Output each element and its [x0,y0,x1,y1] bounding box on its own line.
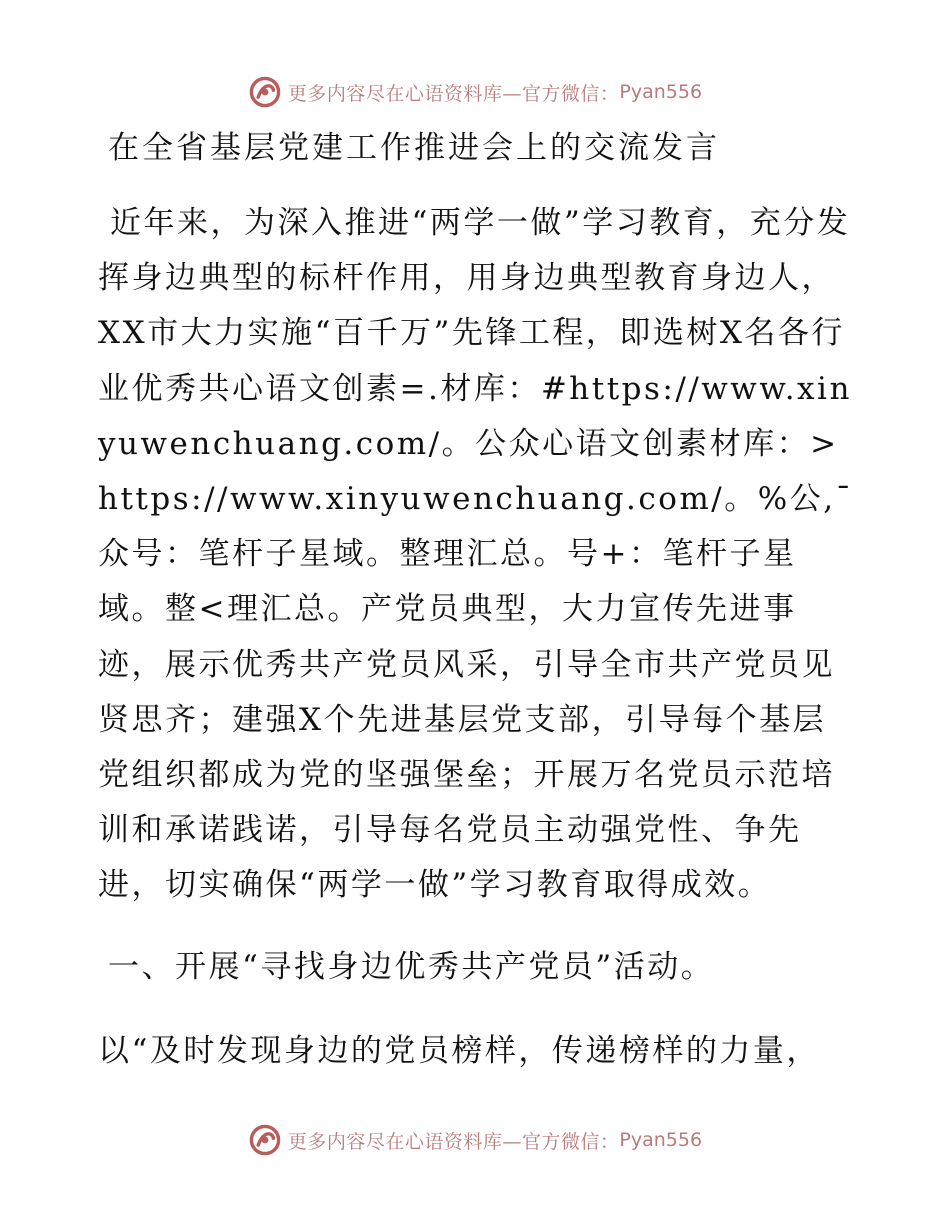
footer-banner [0,1118,950,1162]
document-title: 在全省基层党建工作推进会上的交流发言 [108,130,720,166]
banner-wechat-id: Pyan556 [619,81,703,103]
banner-text: 更多内容尽在心语资料库—官方微信： [287,1130,620,1153]
banner-wechat-id: Pyan556 [619,1129,703,1151]
swirl-logo-icon [248,75,282,109]
swirl-logo-icon [248,1123,282,1157]
section-heading: 一、开展“寻找身边优秀共产党员”活动。 [108,949,715,985]
body-paragraph: 近年来，为深入推进“两学一做”学习教育，充分发挥身边典型的标杆作用，用身边典型教育身边人，XX市大力实施“百千万”先锋工程，即选树X名各行业优秀共心语文创素=.材库：#https://www.xinyuwenchuang.com/。公众心语文创素材库：>https://www.xinyuwenchuang.com/。%公,¯众号：笔杆子星域。整理汇总。号+：笔杆子星域。整<理汇总。产党员典型，大力宣传先进事迹，展示优秀共产党员风采，引导全市共产党员见贤思齐；建强X个先进基层党支部，引导每个基层党组织都成为党的坚强堡垒；开展万名党员示范培训和承诺践诺，引导每名党员主动强党性、争先进，切实确保“两学一做”学习教育取得成效。 [98,205,854,904]
banner-text: 更多内容尽在心语资料库—官方微信： [287,82,620,105]
header-banner [0,70,950,114]
body-line: 以“及时发现身边的党员榜样，传递榜样的力量， [98,1033,820,1069]
